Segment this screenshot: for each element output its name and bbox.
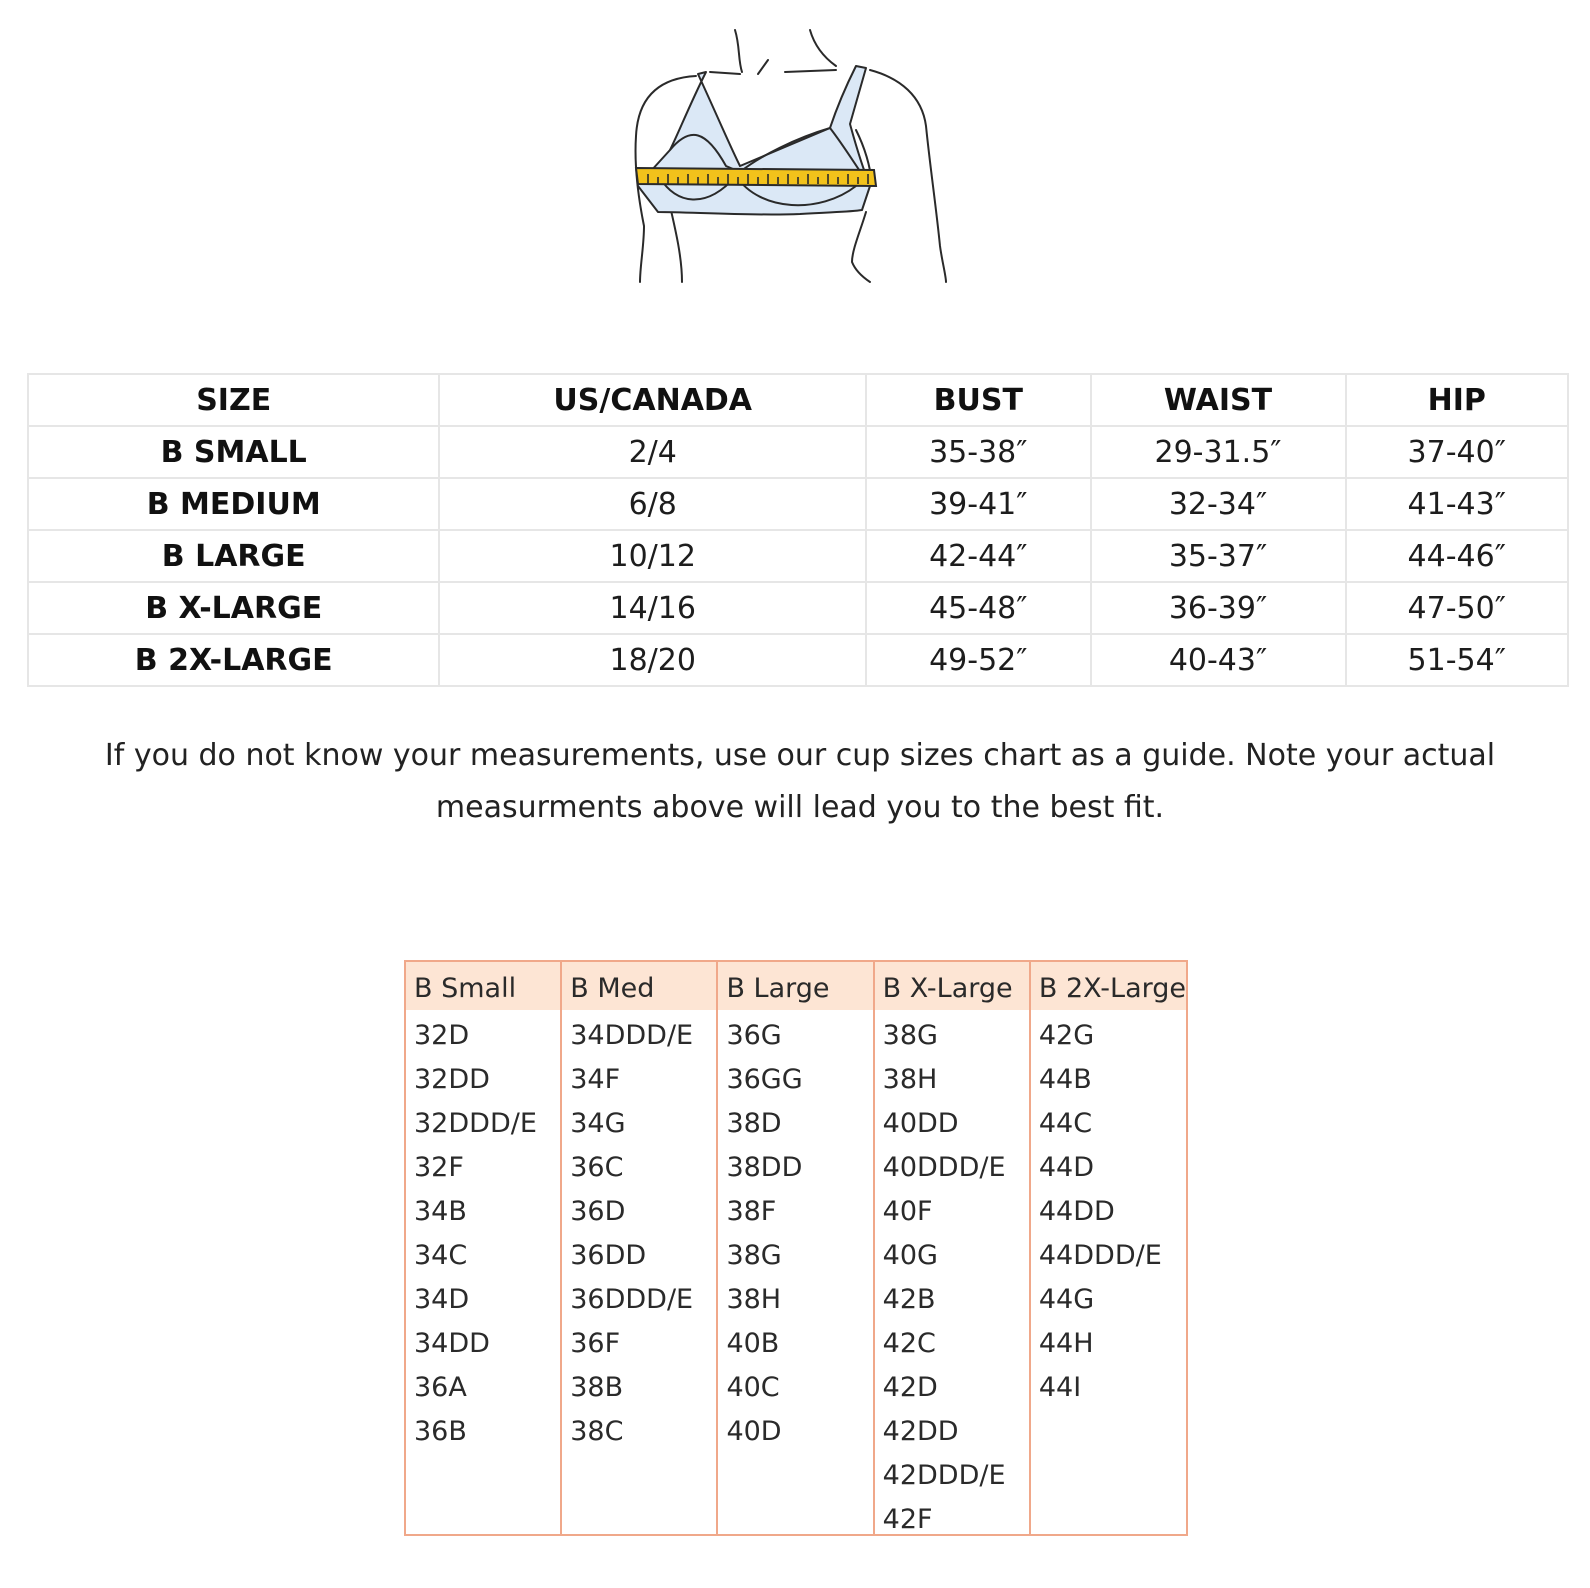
waist-cell: 35-37″ (1091, 530, 1346, 582)
header-hip: HIP (1346, 374, 1569, 426)
list-item: 42B (882, 1284, 936, 1315)
cup-column (1031, 962, 1186, 1534)
table-row (28, 530, 1568, 582)
list-item: 44D (1038, 1152, 1095, 1183)
list-item: 42F (882, 1504, 933, 1535)
hip-cell: 51-54″ (1346, 634, 1569, 686)
size-table-header-row (28, 374, 1568, 426)
list-item: 44DD (1038, 1196, 1115, 1227)
list-item: 38DD (726, 1152, 803, 1183)
size-cell: B 2X-LARGE (28, 634, 439, 686)
header-waist: WAIST (1091, 374, 1346, 426)
waist-cell: 29-31.5″ (1091, 426, 1346, 478)
waist-cell: 36-39″ (1091, 582, 1346, 634)
list-item: 38C (570, 1416, 624, 1447)
header-size: SIZE (28, 374, 439, 426)
size-cell: B LARGE (28, 530, 439, 582)
waist-cell: 32-34″ (1091, 478, 1346, 530)
cup-size-list (406, 1010, 560, 1452)
list-item: 36G (726, 1020, 782, 1051)
table-row (28, 478, 1568, 530)
list-item: 36DDD/E (570, 1284, 694, 1315)
waist-cell: 40-43″ (1091, 634, 1346, 686)
size-cell: B MEDIUM (28, 478, 439, 530)
bust-cell: 42-44″ (866, 530, 1090, 582)
cup-column-header: B Large (718, 962, 872, 1010)
list-item: 32F (414, 1152, 464, 1183)
cup-column (718, 962, 874, 1534)
list-item: 40B (726, 1328, 780, 1359)
us-canada-cell: 14/16 (439, 582, 866, 634)
bust-cell: 39-41″ (866, 478, 1090, 530)
list-item: 34DD (414, 1328, 490, 1359)
list-item: 36C (570, 1152, 624, 1183)
list-item: 40DDD/E (882, 1152, 1006, 1183)
list-item: 42C (882, 1328, 936, 1359)
list-item: 34F (570, 1064, 621, 1095)
bust-cell: 35-38″ (866, 426, 1090, 478)
us-canada-cell: 2/4 (439, 426, 866, 478)
bust-cell: 49-52″ (866, 634, 1090, 686)
header-us-canada: US/CANADA (439, 374, 866, 426)
list-item: 38G (882, 1020, 938, 1051)
list-item: 42DDD/E (882, 1460, 1006, 1491)
list-item: 38H (882, 1064, 938, 1095)
list-item: 36B (414, 1416, 467, 1447)
hip-cell: 47-50″ (1346, 582, 1569, 634)
list-item: 34D (414, 1284, 470, 1315)
measurement-note (60, 730, 1540, 834)
list-item: 32DDD/E (414, 1108, 537, 1139)
list-item: 40G (882, 1240, 938, 1271)
size-cell: B SMALL (28, 426, 439, 478)
hip-cell: 37-40″ (1346, 426, 1569, 478)
size-chart-table (27, 373, 1569, 687)
hip-cell: 41-43″ (1346, 478, 1569, 530)
list-item: 42DD (882, 1416, 959, 1447)
cup-column (562, 962, 718, 1534)
list-item: 40DD (882, 1108, 959, 1139)
list-item: 36GG (726, 1064, 803, 1095)
list-item: 42D (882, 1372, 938, 1403)
list-item: 38B (570, 1372, 624, 1403)
list-item: 36D (570, 1196, 626, 1227)
cup-size-list (562, 1010, 716, 1452)
cup-column (875, 962, 1031, 1534)
list-item: 32D (414, 1020, 470, 1051)
list-item: 44G (1038, 1284, 1095, 1315)
hip-cell: 44-46″ (1346, 530, 1569, 582)
list-item: 36DD (570, 1240, 647, 1271)
bust-measurement-illustration (630, 26, 960, 288)
us-canada-cell: 10/12 (439, 530, 866, 582)
list-item: 40C (726, 1372, 780, 1403)
list-item: 34DDD/E (570, 1020, 694, 1051)
table-row (28, 426, 1568, 478)
list-item: 38G (726, 1240, 782, 1271)
list-item: 36F (570, 1328, 621, 1359)
list-item: 40F (882, 1196, 933, 1227)
table-row (28, 634, 1568, 686)
list-item: 40D (726, 1416, 782, 1447)
list-item: 44I (1038, 1372, 1082, 1403)
header-bust: BUST (866, 374, 1090, 426)
list-item: 38F (726, 1196, 777, 1227)
list-item: 44C (1038, 1108, 1093, 1139)
list-item: 34C (414, 1240, 468, 1271)
bust-cell: 45-48″ (866, 582, 1090, 634)
cup-size-chart (404, 960, 1188, 1536)
list-item: 34B (414, 1196, 467, 1227)
list-item: 42G (1038, 1020, 1095, 1051)
list-item: 44B (1038, 1064, 1092, 1095)
cup-column-header: B Med (562, 962, 716, 1010)
us-canada-cell: 18/20 (439, 634, 866, 686)
list-item: 38H (726, 1284, 782, 1315)
list-item: 44DDD/E (1038, 1240, 1162, 1271)
cup-column-header: B X-Large (875, 962, 1029, 1010)
cup-size-list (1031, 1010, 1186, 1408)
list-item: 36A (414, 1372, 467, 1403)
size-cell: B X-LARGE (28, 582, 439, 634)
cup-column (406, 962, 562, 1534)
table-row (28, 582, 1568, 634)
cup-column-header: B Small (406, 962, 560, 1010)
list-item: 44H (1038, 1328, 1094, 1359)
cup-size-list (718, 1010, 872, 1452)
list-item: 32DD (414, 1064, 490, 1095)
cup-column-header: B 2X-Large (1031, 962, 1186, 1010)
us-canada-cell: 6/8 (439, 478, 866, 530)
note-line-1: If you do not know your measurements, use our cup sizes chart as a guide. Note your actual (104, 738, 1496, 773)
note-line-2: measurments above will lead you to the best fit. (435, 790, 1165, 825)
list-item: 34G (570, 1108, 626, 1139)
list-item: 38D (726, 1108, 782, 1139)
cup-size-list (875, 1010, 1029, 1540)
